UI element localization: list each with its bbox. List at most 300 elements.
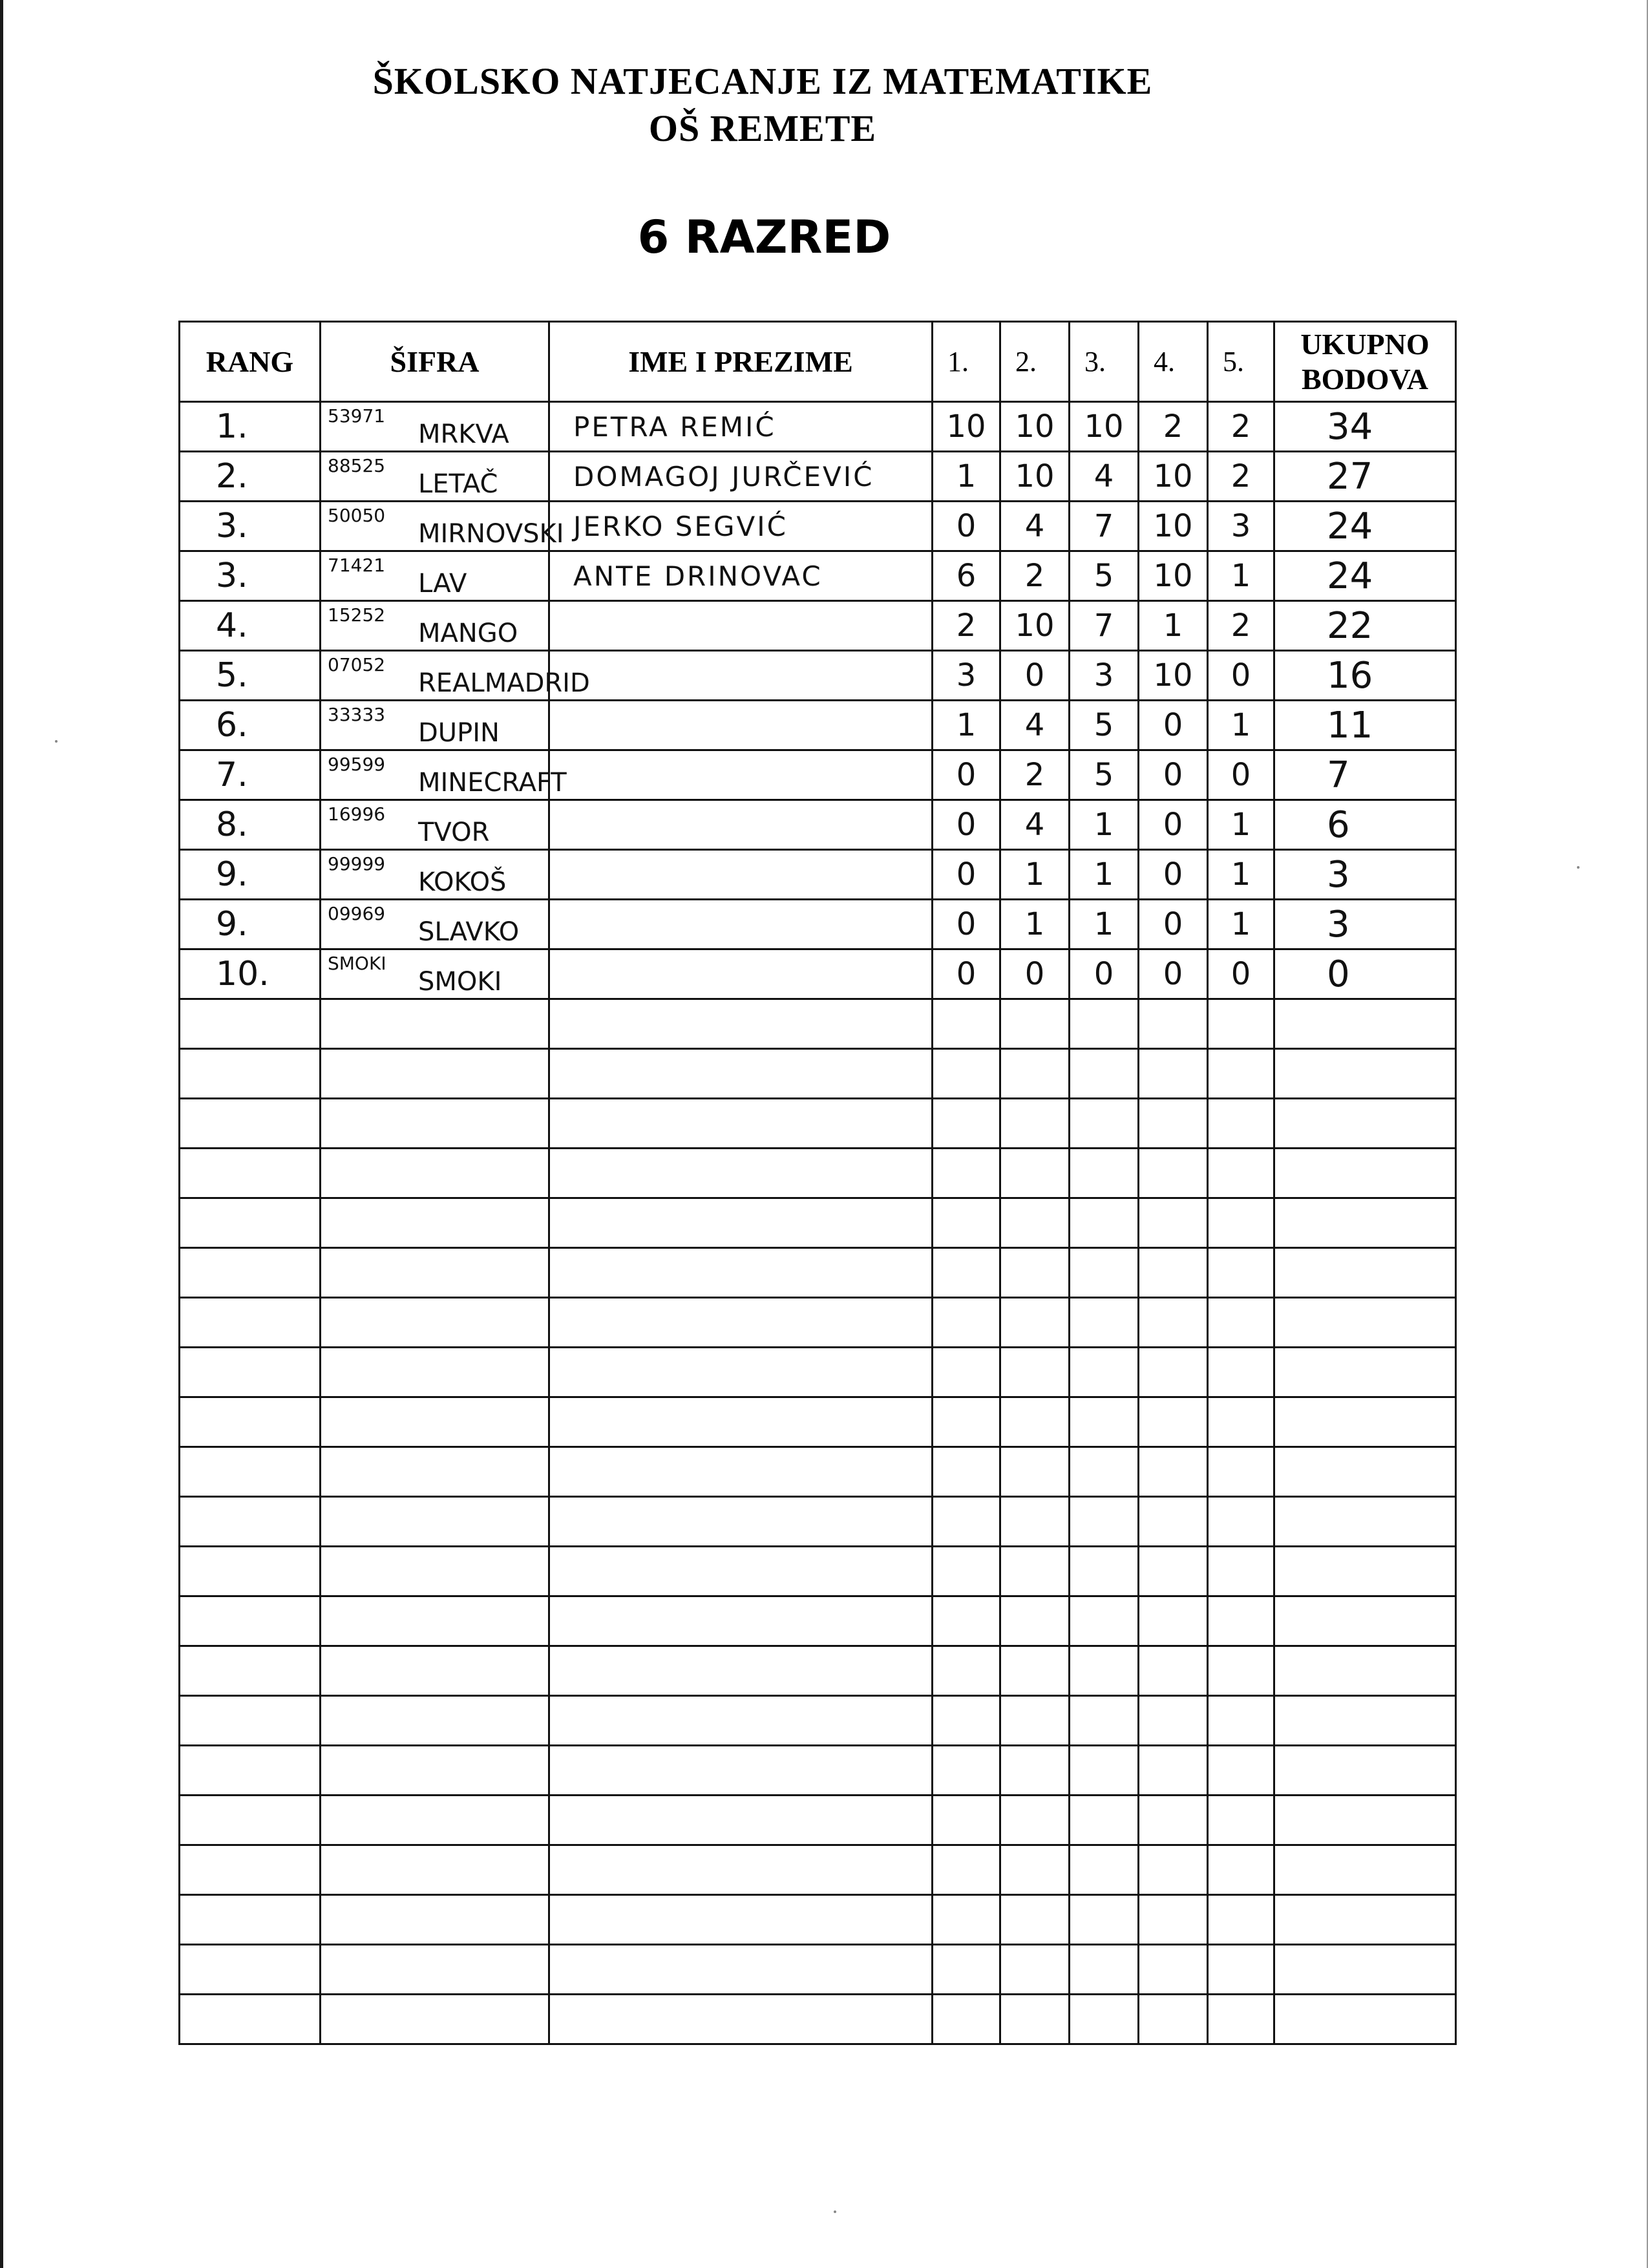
empty-cell bbox=[1000, 999, 1070, 1049]
empty-cell bbox=[933, 1547, 1000, 1596]
participant-nickname: REALMADRID bbox=[418, 668, 590, 698]
empty-cell bbox=[1070, 1895, 1139, 1945]
empty-cell bbox=[180, 1895, 321, 1945]
table-row bbox=[180, 701, 1456, 750]
table-row bbox=[180, 452, 1456, 502]
empty-cell bbox=[321, 1397, 549, 1447]
empty-cell bbox=[1070, 1696, 1139, 1746]
participant-code: 33333 bbox=[328, 704, 386, 725]
empty-cell bbox=[1000, 1149, 1070, 1198]
task-5-score: 2 bbox=[1208, 402, 1274, 452]
column-header-task-1: 1. bbox=[933, 322, 1000, 402]
empty-cell bbox=[1139, 1696, 1208, 1746]
empty-cell bbox=[1139, 1049, 1208, 1099]
empty-cell bbox=[1000, 1298, 1070, 1348]
name-cell bbox=[549, 750, 933, 800]
empty-cell bbox=[180, 1497, 321, 1547]
task-5-score: 3 bbox=[1208, 502, 1274, 551]
code-cell bbox=[321, 750, 567, 800]
task-5-score: 1 bbox=[1208, 900, 1274, 949]
empty-cell bbox=[1000, 1696, 1070, 1746]
task-1-score: 0 bbox=[933, 800, 1000, 850]
name-cell bbox=[549, 850, 933, 900]
empty-cell bbox=[180, 1746, 321, 1796]
empty-cell bbox=[321, 1995, 549, 2044]
empty-cell bbox=[933, 1248, 1000, 1298]
empty-cell bbox=[1274, 1596, 1456, 1646]
name-cell bbox=[549, 601, 933, 651]
empty-cell bbox=[1208, 1198, 1274, 1248]
empty-cell bbox=[321, 1447, 549, 1497]
empty-cell bbox=[321, 1895, 549, 1945]
task-5-score: 1 bbox=[1208, 800, 1274, 850]
empty-cell bbox=[1208, 1099, 1274, 1149]
empty-cell bbox=[933, 1049, 1000, 1099]
name-cell: PETRA REMIĆ bbox=[549, 402, 933, 452]
empty-cell bbox=[1139, 1248, 1208, 1298]
name-cell bbox=[549, 701, 933, 750]
empty-cell bbox=[1070, 1348, 1139, 1397]
empty-cell bbox=[1070, 1049, 1139, 1099]
empty-cell bbox=[1139, 1547, 1208, 1596]
empty-cell bbox=[180, 1099, 321, 1149]
task-3-score: 0 bbox=[1070, 949, 1139, 999]
empty-cell bbox=[1274, 1497, 1456, 1547]
empty-cell bbox=[1139, 1646, 1208, 1696]
document-title: ŠKOLSKO NATJECANJE IZ MATEMATIKE bbox=[372, 60, 1153, 102]
empty-cell bbox=[933, 1099, 1000, 1149]
participant-nickname: LETAČ bbox=[418, 469, 498, 499]
empty-cell bbox=[1139, 1149, 1208, 1198]
rank-cell: 1. bbox=[180, 402, 321, 452]
code-cell bbox=[321, 850, 549, 900]
task-5-score: 1 bbox=[1208, 850, 1274, 900]
task-4-score: 2 bbox=[1139, 402, 1208, 452]
task-3-score: 10 bbox=[1070, 402, 1139, 452]
empty-cell bbox=[1208, 1497, 1274, 1547]
task-2-score: 2 bbox=[1000, 750, 1070, 800]
empty-cell bbox=[1139, 1198, 1208, 1248]
name-cell bbox=[549, 949, 933, 999]
task-2-score: 10 bbox=[1000, 452, 1070, 502]
column-header-task-5: 5. bbox=[1208, 322, 1274, 402]
total-score: 24 bbox=[1274, 551, 1456, 601]
task-1-score: 1 bbox=[933, 452, 1000, 502]
task-3-score: 4 bbox=[1070, 452, 1139, 502]
empty-row bbox=[180, 1845, 1456, 1895]
rank-cell: 5. bbox=[180, 651, 321, 701]
empty-cell bbox=[321, 999, 549, 1049]
empty-cell bbox=[1274, 1845, 1456, 1895]
empty-cell bbox=[1000, 1746, 1070, 1796]
empty-cell bbox=[1070, 1248, 1139, 1298]
task-5-score: 0 bbox=[1208, 651, 1274, 701]
rank-cell: 3. bbox=[180, 502, 321, 551]
empty-cell bbox=[1000, 1895, 1070, 1945]
empty-cell bbox=[321, 1547, 549, 1596]
empty-cell bbox=[1139, 1298, 1208, 1348]
table-row bbox=[180, 800, 1456, 850]
participant-code: 99999 bbox=[328, 853, 386, 874]
empty-cell bbox=[321, 1198, 549, 1248]
table-row bbox=[180, 949, 1456, 999]
empty-cell bbox=[1139, 1945, 1208, 1995]
task-2-score: 0 bbox=[1000, 949, 1070, 999]
task-3-score: 5 bbox=[1070, 551, 1139, 601]
empty-cell bbox=[180, 1995, 321, 2044]
empty-cell bbox=[180, 1447, 321, 1497]
participant-code: 09969 bbox=[328, 903, 386, 924]
empty-cell bbox=[1208, 999, 1274, 1049]
empty-cell bbox=[321, 1845, 549, 1895]
empty-cell bbox=[1274, 1248, 1456, 1298]
task-2-score: 4 bbox=[1000, 701, 1070, 750]
code-cell bbox=[321, 800, 549, 850]
name-cell bbox=[549, 800, 933, 850]
empty-cell bbox=[180, 1198, 321, 1248]
empty-cell bbox=[321, 1945, 549, 1995]
empty-cell bbox=[180, 1149, 321, 1198]
empty-cell bbox=[1274, 1796, 1456, 1845]
participant-nickname: LAV bbox=[418, 569, 467, 599]
empty-cell bbox=[1070, 1497, 1139, 1547]
empty-cell bbox=[933, 999, 1000, 1049]
total-score: 27 bbox=[1274, 452, 1456, 502]
empty-cell bbox=[180, 1348, 321, 1397]
column-header-ukupno: UKUPNO BODOVA bbox=[1274, 322, 1456, 402]
empty-row bbox=[180, 1447, 1456, 1497]
total-score: 3 bbox=[1274, 900, 1456, 949]
task-2-score: 1 bbox=[1000, 850, 1070, 900]
total-score: 24 bbox=[1274, 502, 1456, 551]
empty-row bbox=[180, 1596, 1456, 1646]
empty-cell bbox=[1139, 1746, 1208, 1796]
code-cell bbox=[321, 502, 564, 551]
empty-cell bbox=[321, 1497, 549, 1547]
empty-cell bbox=[1000, 1447, 1070, 1497]
participant-nickname: MRKVA bbox=[418, 419, 509, 449]
total-score: 22 bbox=[1274, 601, 1456, 651]
empty-cell bbox=[933, 1945, 1000, 1995]
empty-cell bbox=[1208, 1796, 1274, 1845]
results-table bbox=[178, 321, 1457, 2045]
empty-cell bbox=[321, 1746, 549, 1796]
column-header-rang: RANG bbox=[180, 322, 321, 402]
participant-nickname: SMOKI bbox=[418, 967, 502, 997]
empty-cell bbox=[549, 1447, 933, 1497]
participant-code: 53971 bbox=[328, 405, 386, 427]
empty-cell bbox=[1070, 1995, 1139, 2044]
empty-cell bbox=[180, 1547, 321, 1596]
name-cell bbox=[549, 651, 933, 701]
empty-cell bbox=[1139, 1596, 1208, 1646]
column-header-task-4: 4. bbox=[1139, 322, 1208, 402]
table-row bbox=[180, 900, 1456, 949]
empty-cell bbox=[933, 1796, 1000, 1845]
column-header-sifra: ŠIFRA bbox=[321, 322, 549, 402]
empty-cell bbox=[933, 1845, 1000, 1895]
empty-cell bbox=[549, 1796, 933, 1845]
task-5-score: 0 bbox=[1208, 750, 1274, 800]
empty-cell bbox=[1208, 1746, 1274, 1796]
participant-nickname: DUPIN bbox=[418, 718, 500, 748]
participant-code: 50050 bbox=[328, 505, 386, 526]
empty-cell bbox=[1139, 1845, 1208, 1895]
total-score: 0 bbox=[1274, 949, 1456, 999]
empty-cell bbox=[549, 1397, 933, 1447]
empty-cell bbox=[1208, 1596, 1274, 1646]
participant-code: 99599 bbox=[328, 754, 386, 775]
participant-nickname: SLAVKO bbox=[418, 917, 520, 947]
empty-cell bbox=[1070, 1945, 1139, 1995]
empty-cell bbox=[1070, 1547, 1139, 1596]
rank-cell: 8. bbox=[180, 800, 321, 850]
task-3-score: 5 bbox=[1070, 750, 1139, 800]
name-cell bbox=[549, 900, 933, 949]
empty-cell bbox=[1070, 1845, 1139, 1895]
task-3-score: 1 bbox=[1070, 800, 1139, 850]
empty-cell bbox=[1000, 1596, 1070, 1646]
rank-cell: 7. bbox=[180, 750, 321, 800]
empty-cell bbox=[549, 1895, 933, 1945]
total-score: 6 bbox=[1274, 800, 1456, 850]
empty-cell bbox=[1000, 1397, 1070, 1447]
empty-cell bbox=[933, 1895, 1000, 1945]
empty-cell bbox=[1208, 1845, 1274, 1895]
rank-cell: 10. bbox=[180, 949, 321, 999]
empty-cell bbox=[549, 1746, 933, 1796]
rank-cell: 9. bbox=[180, 900, 321, 949]
table-row bbox=[180, 651, 1456, 701]
task-5-score: 0 bbox=[1208, 949, 1274, 999]
task-1-score: 0 bbox=[933, 949, 1000, 999]
task-1-score: 0 bbox=[933, 850, 1000, 900]
empty-row bbox=[180, 1547, 1456, 1596]
empty-cell bbox=[933, 1149, 1000, 1198]
task-3-score: 3 bbox=[1070, 651, 1139, 701]
empty-cell bbox=[1000, 1497, 1070, 1547]
name-cell: JERKO SEGVIĆ bbox=[549, 502, 933, 551]
empty-cell bbox=[1208, 1049, 1274, 1099]
task-3-score: 1 bbox=[1070, 850, 1139, 900]
empty-cell bbox=[549, 1099, 933, 1149]
empty-cell bbox=[1208, 1149, 1274, 1198]
empty-cell bbox=[1139, 1796, 1208, 1845]
empty-cell bbox=[933, 1198, 1000, 1248]
empty-cell bbox=[321, 1646, 549, 1696]
empty-row bbox=[180, 1198, 1456, 1248]
empty-cell bbox=[1139, 1497, 1208, 1547]
empty-cell bbox=[180, 1845, 321, 1895]
empty-cell bbox=[1139, 1397, 1208, 1447]
empty-cell bbox=[180, 1049, 321, 1099]
column-header-task-2: 2. bbox=[1000, 322, 1070, 402]
empty-cell bbox=[1070, 1447, 1139, 1497]
scan-left-edge bbox=[0, 0, 3, 2268]
table-row bbox=[180, 402, 1456, 452]
empty-cell bbox=[1139, 999, 1208, 1049]
task-2-score: 2 bbox=[1000, 551, 1070, 601]
empty-cell bbox=[933, 1746, 1000, 1796]
empty-cell bbox=[180, 1248, 321, 1298]
task-3-score: 5 bbox=[1070, 701, 1139, 750]
participant-nickname: MINECRAFT bbox=[418, 768, 567, 798]
task-2-score: 0 bbox=[1000, 651, 1070, 701]
empty-cell bbox=[1070, 1099, 1139, 1149]
task-2-score: 4 bbox=[1000, 502, 1070, 551]
participant-code: 15252 bbox=[328, 604, 386, 626]
task-4-score: 0 bbox=[1139, 850, 1208, 900]
rank-cell: 2. bbox=[180, 452, 321, 502]
task-1-score: 0 bbox=[933, 900, 1000, 949]
empty-cell bbox=[1208, 1348, 1274, 1397]
empty-cell bbox=[1000, 1348, 1070, 1397]
empty-cell bbox=[1000, 1099, 1070, 1149]
empty-cell bbox=[321, 1596, 549, 1646]
task-4-score: 10 bbox=[1139, 452, 1208, 502]
empty-cell bbox=[1274, 1149, 1456, 1198]
table-row bbox=[180, 551, 1456, 601]
empty-cell bbox=[1208, 1298, 1274, 1348]
task-5-score: 1 bbox=[1208, 551, 1274, 601]
name-cell: DOMAGOJ JURČEVIĆ bbox=[549, 452, 933, 502]
task-1-score: 2 bbox=[933, 601, 1000, 651]
empty-row bbox=[180, 1099, 1456, 1149]
task-4-score: 0 bbox=[1139, 800, 1208, 850]
empty-cell bbox=[549, 1497, 933, 1547]
empty-cell bbox=[1274, 1646, 1456, 1696]
task-4-score: 1 bbox=[1139, 601, 1208, 651]
empty-row bbox=[180, 1646, 1456, 1696]
empty-cell bbox=[1274, 1447, 1456, 1497]
empty-cell bbox=[1274, 1895, 1456, 1945]
empty-cell bbox=[1070, 1397, 1139, 1447]
empty-cell bbox=[933, 1348, 1000, 1397]
empty-row bbox=[180, 1397, 1456, 1447]
empty-cell bbox=[549, 1995, 933, 2044]
total-score: 7 bbox=[1274, 750, 1456, 800]
empty-cell bbox=[1274, 1547, 1456, 1596]
table-row bbox=[180, 750, 1456, 800]
empty-cell bbox=[1139, 1447, 1208, 1497]
empty-cell bbox=[549, 1298, 933, 1348]
empty-row bbox=[180, 1995, 1456, 2044]
empty-cell bbox=[1070, 1646, 1139, 1696]
empty-cell bbox=[1274, 1746, 1456, 1796]
empty-cell bbox=[549, 1547, 933, 1596]
total-score: 34 bbox=[1274, 402, 1456, 452]
empty-cell bbox=[1208, 1447, 1274, 1497]
empty-cell bbox=[321, 1099, 549, 1149]
rank-cell: 3. bbox=[180, 551, 321, 601]
results-body bbox=[180, 402, 1456, 2044]
empty-cell bbox=[1208, 1945, 1274, 1995]
empty-cell bbox=[321, 1348, 549, 1397]
participant-nickname: TVOR bbox=[418, 818, 490, 847]
empty-row bbox=[180, 1746, 1456, 1796]
empty-cell bbox=[1139, 1895, 1208, 1945]
task-5-score: 1 bbox=[1208, 701, 1274, 750]
total-score: 16 bbox=[1274, 651, 1456, 701]
rank-cell: 9. bbox=[180, 850, 321, 900]
empty-cell bbox=[1000, 1248, 1070, 1298]
empty-cell bbox=[549, 1945, 933, 1995]
task-1-score: 3 bbox=[933, 651, 1000, 701]
empty-cell bbox=[1070, 999, 1139, 1049]
empty-cell bbox=[1274, 1099, 1456, 1149]
table-row bbox=[180, 502, 1456, 551]
task-4-score: 0 bbox=[1139, 750, 1208, 800]
empty-cell bbox=[549, 1348, 933, 1397]
participant-code: 88525 bbox=[328, 455, 386, 476]
total-score: 11 bbox=[1274, 701, 1456, 750]
empty-cell bbox=[1274, 1198, 1456, 1248]
table-header-row bbox=[180, 322, 1456, 402]
empty-cell bbox=[1208, 1397, 1274, 1447]
task-4-score: 0 bbox=[1139, 701, 1208, 750]
empty-cell bbox=[549, 1646, 933, 1696]
empty-cell bbox=[180, 1696, 321, 1746]
task-1-score: 10 bbox=[933, 402, 1000, 452]
code-cell bbox=[321, 651, 590, 701]
task-3-score: 7 bbox=[1070, 601, 1139, 651]
empty-cell bbox=[1274, 1298, 1456, 1348]
empty-cell bbox=[1139, 1348, 1208, 1397]
empty-cell bbox=[1070, 1149, 1139, 1198]
empty-cell bbox=[1274, 1995, 1456, 2044]
empty-cell bbox=[1070, 1796, 1139, 1845]
empty-cell bbox=[933, 1696, 1000, 1746]
task-5-score: 2 bbox=[1208, 601, 1274, 651]
table-row bbox=[180, 601, 1456, 651]
empty-cell bbox=[933, 1298, 1000, 1348]
participant-code: 16996 bbox=[328, 803, 386, 825]
code-cell bbox=[321, 452, 549, 502]
participant-nickname: MIRNOVSKI bbox=[418, 519, 564, 549]
empty-row bbox=[180, 1149, 1456, 1198]
empty-cell bbox=[1208, 1995, 1274, 2044]
empty-cell bbox=[1208, 1696, 1274, 1746]
empty-cell bbox=[180, 999, 321, 1049]
name-cell: ANTE DRINOVAC bbox=[549, 551, 933, 601]
total-score: 3 bbox=[1274, 850, 1456, 900]
rank-cell: 6. bbox=[180, 701, 321, 750]
empty-cell bbox=[1274, 999, 1456, 1049]
empty-cell bbox=[933, 1646, 1000, 1696]
column-header-task-3: 3. bbox=[1070, 322, 1139, 402]
empty-cell bbox=[180, 1397, 321, 1447]
code-cell bbox=[321, 551, 549, 601]
empty-cell bbox=[1139, 1995, 1208, 2044]
empty-cell bbox=[933, 1447, 1000, 1497]
scan-speck bbox=[55, 740, 58, 743]
empty-cell bbox=[1274, 1397, 1456, 1447]
empty-cell bbox=[1070, 1596, 1139, 1646]
empty-cell bbox=[1208, 1248, 1274, 1298]
empty-cell bbox=[933, 1397, 1000, 1447]
empty-cell bbox=[1000, 1796, 1070, 1845]
empty-cell bbox=[1000, 1198, 1070, 1248]
empty-cell bbox=[1070, 1198, 1139, 1248]
task-4-score: 0 bbox=[1139, 949, 1208, 999]
empty-row bbox=[180, 1696, 1456, 1746]
empty-row bbox=[180, 1895, 1456, 1945]
scan-speck bbox=[834, 2210, 836, 2213]
empty-cell bbox=[1000, 1845, 1070, 1895]
empty-cell bbox=[180, 1945, 321, 1995]
task-2-score: 10 bbox=[1000, 402, 1070, 452]
empty-cell bbox=[1000, 1995, 1070, 2044]
